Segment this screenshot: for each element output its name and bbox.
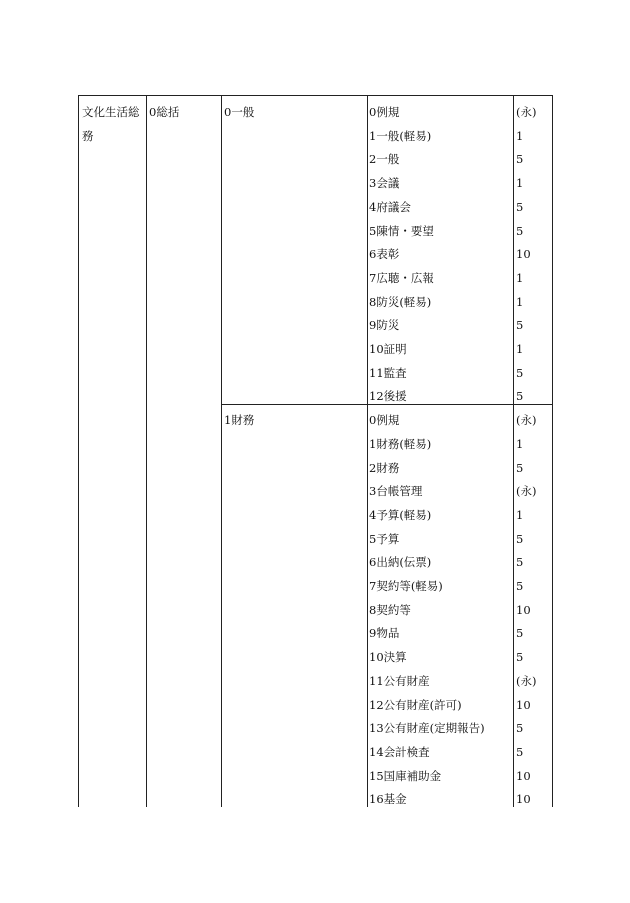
retention-period-cell: (永) bbox=[516, 484, 537, 499]
retention-period-cell: 1 bbox=[516, 436, 524, 451]
retention-period-cell: 5 bbox=[516, 744, 524, 759]
retention-schedule-table bbox=[78, 95, 553, 807]
section-divider bbox=[221, 404, 553, 405]
item-cell: 4予算(軽易) bbox=[369, 507, 432, 522]
category-major-cell: 文化生活総務 bbox=[82, 105, 140, 143]
item-cell: 7広聴・広報 bbox=[369, 270, 434, 285]
retention-period-cell: 5 bbox=[516, 223, 524, 238]
retention-period-cell: 5 bbox=[516, 389, 524, 404]
item-cell: 16基金 bbox=[369, 792, 407, 807]
section-name-cell: 0一般 bbox=[224, 105, 255, 119]
item-cell: 3会議 bbox=[369, 176, 400, 191]
retention-period-cell: 5 bbox=[516, 199, 524, 214]
item-cell: 3台帳管理 bbox=[369, 484, 423, 499]
item-cell: 10決算 bbox=[369, 650, 407, 665]
column-divider bbox=[221, 96, 222, 807]
item-cell: 11公有財産 bbox=[369, 673, 430, 688]
item-cell: 12公有財産(許可) bbox=[369, 697, 462, 712]
category-middle-cell: 0総括 bbox=[149, 105, 180, 119]
item-cell: 5陳情・要望 bbox=[369, 223, 434, 238]
retention-period-cell: 1 bbox=[516, 270, 524, 285]
retention-period-cell: 10 bbox=[516, 792, 531, 807]
section-name-cell: 1財務 bbox=[224, 413, 255, 428]
retention-period-cell: (永) bbox=[516, 105, 537, 119]
item-cell: 0例規 bbox=[369, 105, 400, 119]
retention-period-cell: 5 bbox=[516, 531, 524, 546]
retention-period-cell: (永) bbox=[516, 413, 537, 428]
item-cell: 4府議会 bbox=[369, 199, 411, 214]
retention-period-cell: 5 bbox=[516, 650, 524, 665]
item-cell: 12後援 bbox=[369, 389, 407, 404]
item-cell: 7契約等(軽易) bbox=[369, 579, 443, 593]
retention-period-cell: 10 bbox=[516, 697, 531, 712]
item-cell: 9防災 bbox=[369, 318, 400, 333]
item-cell: 9物品 bbox=[369, 626, 400, 641]
retention-period-cell: 10 bbox=[516, 768, 531, 783]
item-cell: 13公有財産(定期報告) bbox=[369, 721, 485, 736]
item-cell: 11監査 bbox=[369, 365, 407, 380]
retention-period-cell: 1 bbox=[516, 176, 524, 191]
retention-period-cell: 5 bbox=[516, 460, 524, 475]
item-cell: 6出納(伝票) bbox=[369, 555, 432, 570]
retention-period-cell: 1 bbox=[516, 342, 524, 356]
retention-period-cell: 5 bbox=[516, 152, 524, 167]
retention-period-cell: 5 bbox=[516, 555, 524, 570]
column-divider bbox=[146, 96, 147, 807]
retention-period-cell: 5 bbox=[516, 318, 524, 333]
item-cell: 8契約等 bbox=[369, 602, 411, 617]
item-cell: 15国庫補助金 bbox=[369, 768, 442, 783]
retention-period-cell: 5 bbox=[516, 579, 524, 593]
item-cell: 6表彰 bbox=[369, 247, 400, 262]
item-cell: 8防災(軽易) bbox=[369, 294, 432, 309]
item-cell: 1財務(軽易) bbox=[369, 436, 432, 451]
column-divider bbox=[513, 96, 514, 807]
item-cell: 1一般(軽易) bbox=[369, 128, 432, 143]
retention-period-cell: 10 bbox=[516, 602, 531, 617]
retention-period-cell: 1 bbox=[516, 507, 524, 522]
item-cell: 2一般 bbox=[369, 152, 400, 167]
column-divider bbox=[552, 96, 553, 807]
retention-period-cell: 1 bbox=[516, 128, 524, 143]
retention-period-cell: (永) bbox=[516, 673, 537, 688]
item-cell: 14会計検査 bbox=[369, 744, 430, 759]
retention-period-cell: 1 bbox=[516, 294, 524, 309]
retention-period-cell: 5 bbox=[516, 721, 524, 736]
retention-period-cell: 10 bbox=[516, 247, 531, 262]
item-cell: 10証明 bbox=[369, 342, 407, 356]
retention-period-cell: 5 bbox=[516, 626, 524, 641]
item-cell: 2財務 bbox=[369, 460, 400, 475]
item-cell: 5予算 bbox=[369, 531, 400, 546]
column-divider bbox=[367, 96, 368, 807]
retention-period-cell: 5 bbox=[516, 365, 524, 380]
item-cell: 0例規 bbox=[369, 413, 400, 428]
